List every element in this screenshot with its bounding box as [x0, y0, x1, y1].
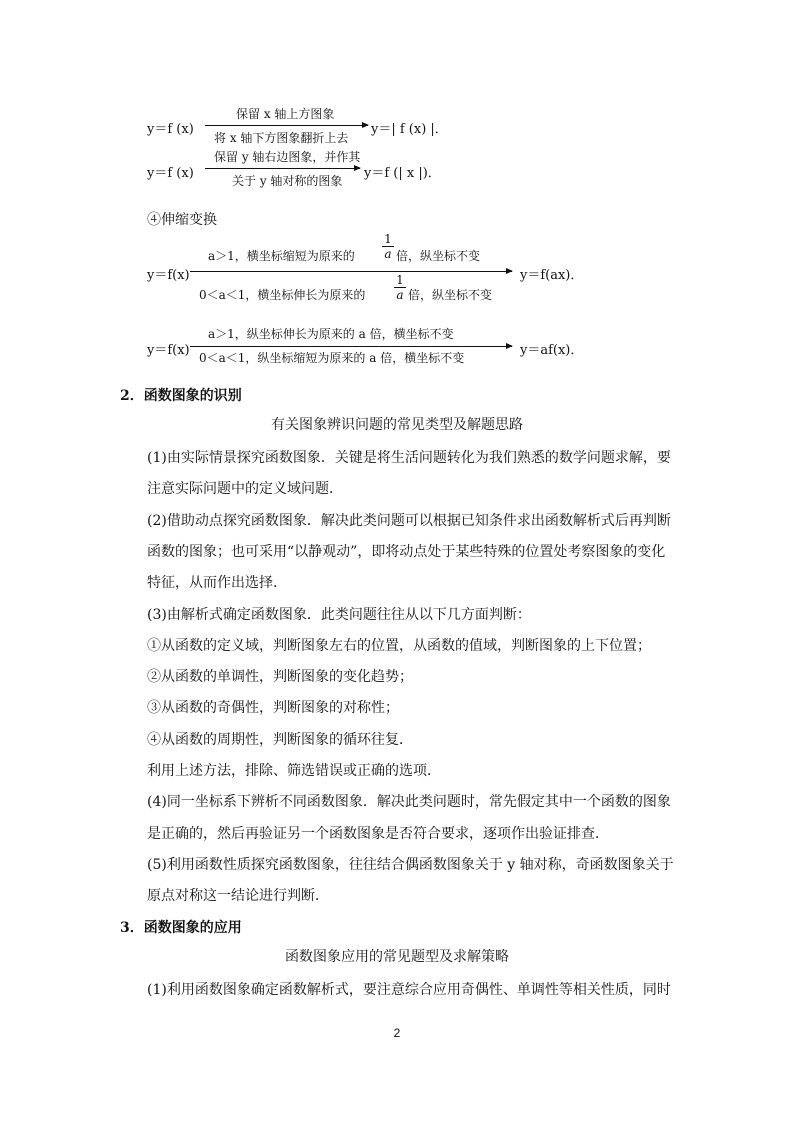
- formula-lhs: y＝f (x): [147, 122, 194, 137]
- transform-arrow: [205, 125, 368, 126]
- formula-lhs: y＝f(x): [147, 268, 190, 283]
- paragraph-line: 特征，从而作出选择．: [147, 575, 287, 591]
- arrow-label-top-b: 倍，纵坐标不变: [396, 249, 481, 263]
- paragraph-line: (5)利用函数性质探究函数图象，往往结合偶函数图象关于 y 轴对称，奇函数图象关于: [147, 857, 674, 873]
- paragraph-line: 原点对称这一结论进行判断．: [147, 888, 329, 904]
- paragraph-line: ①从函数的定义域，判断图象左右的位置，从函数的值域，判断图象的上下位置；: [147, 638, 651, 654]
- paragraph-line: 利用上述方法，排除、筛选错误或正确的选项．: [147, 763, 441, 779]
- paragraph-line: (4)同一坐标系下辨析不同函数图象．解决此类问题时，常先假定其中一个函数的图象: [147, 794, 671, 810]
- formula-lhs: y＝f (x): [147, 166, 194, 181]
- section-subtitle: 函数图象应用的常见题型及求解策略: [285, 949, 509, 965]
- transform-arrow: [190, 271, 512, 272]
- paragraph-line: (1)由实际情景探究函数图象．关键是将生活问题转化为我们熟悉的数学问题求解，要: [147, 450, 671, 466]
- arrow-label-bottom: 0＜a＜1，纵坐标缩短为原来的 a 倍，横坐标不变: [199, 351, 465, 365]
- arrow-label-top-a: a＞1，横坐标缩短为原来的: [208, 249, 355, 263]
- section-heading: 2．函数图象的识别: [120, 388, 242, 404]
- formula-rhs: y＝f (| x |)．: [364, 166, 441, 181]
- arrow-label-top: 保留 x 轴上方图象: [236, 107, 335, 121]
- formula-rhs: y＝af(x)．: [520, 343, 584, 358]
- paragraph-line: ④从函数的周期性，判断图象的循环往复．: [147, 732, 413, 748]
- fraction-one-over-a: 1 a: [382, 233, 394, 260]
- paragraph-line: ②从函数的单调性，判断图象的变化趋势；: [147, 669, 413, 685]
- formula-lhs: y＝f(x): [147, 343, 190, 358]
- fraction-one-over-a: 1 a: [394, 274, 406, 301]
- stretch-heading: ④伸缩变换: [147, 212, 217, 228]
- paragraph-line: 注意实际问题中的定义域问题．: [147, 481, 343, 497]
- arrow-label-bottom-b: 倍，纵坐标不变: [408, 288, 493, 302]
- paragraph-line: 函数的图象；也可采用“以静观动”，即将动点处于某些特殊的位置处考察图象的变化: [147, 544, 666, 560]
- arrow-label-bottom-a: 0＜a＜1，横坐标伸长为原来的: [199, 288, 366, 302]
- arrow-label-bottom: 关于 y 轴对称的图象: [232, 174, 343, 188]
- formula-rhs: y＝| f (x) |．: [371, 122, 448, 137]
- section-subtitle: 有关图象辨识问题的常见类型及解题思路: [271, 417, 523, 433]
- paragraph-line: (3)由解析式确定函数图象．此类问题往往从以下几方面判断：: [147, 607, 531, 623]
- paragraph-line: (2)借助动点探究函数图象．解决此类问题可以根据已知条件求出函数解析式后再判断: [147, 513, 671, 529]
- arrow-label-bottom: 将 x 轴下方图象翻折上去: [214, 131, 349, 145]
- arrow-label-top: a＞1，纵坐标伸长为原来的 a 倍，横坐标不变: [208, 327, 454, 341]
- transform-arrow: [190, 346, 512, 347]
- page-number: 2: [393, 1026, 401, 1040]
- section-heading: 3．函数图象的应用: [120, 920, 242, 936]
- paragraph-line: (1)利用函数图象确定函数解析式，要注意综合应用奇偶性、单调性等相关性质，同时: [147, 982, 671, 998]
- paragraph-line: 是正确的，然后再验证另一个函数图象是否符合要求，逐项作出验证排查．: [147, 826, 609, 842]
- transform-arrow: [205, 168, 360, 169]
- arrow-label-top: 保留 y 轴右边图象，并作其: [214, 150, 361, 164]
- paragraph-line: ③从函数的奇偶性，判断图象的对称性；: [147, 700, 399, 716]
- formula-rhs: y＝f(ax)．: [520, 268, 584, 283]
